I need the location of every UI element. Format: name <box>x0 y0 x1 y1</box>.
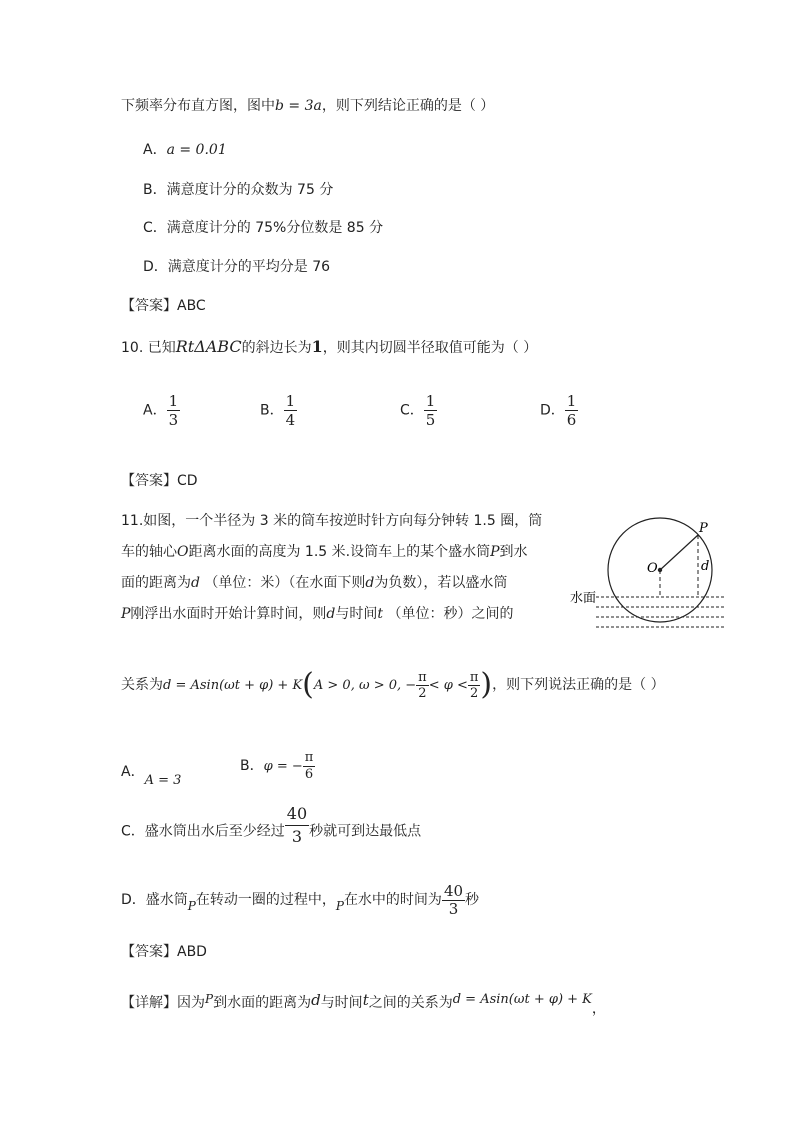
water-wheel-figure <box>570 515 730 640</box>
q11-option-d: D．盛水筒P在转动一圈的过程中，P在水中的时间为 $\frac{40}{3}$ 秒 <box>121 881 480 918</box>
q10-option-a: A． $\frac{1}{3}$ <box>143 392 179 429</box>
label-d: d <box>701 559 710 574</box>
q10-option-d: D． $\frac{1}{6}$ <box>540 392 577 429</box>
fraction: $\frac{\pi}{2}$ <box>418 669 427 701</box>
fraction: $\frac{\pi}{6}$ <box>304 749 314 782</box>
q9-option-a: A．a = 0.01 <box>143 142 227 158</box>
q10-option-c: C． $\frac{1}{5}$ <box>400 392 436 429</box>
q9-option-d: D．满意度计分的平均分是 76 <box>143 259 331 275</box>
q11-detail: 【详解】因为P到水面的距离为d与时间t之间的关系为d = Asin(ωt + φ) + K， <box>121 991 606 1017</box>
q9-answer: 【答案】ABC <box>121 298 206 314</box>
q9-option-c: C．满意度计分的 75%分位数是 85 分 <box>143 220 384 236</box>
q10-stem-math: RtΔABC <box>175 337 242 356</box>
q11-line-5: 关系为d = Asin(ωt + φ) + K(A > 0, ω > 0, − $\frac{\pi}{2}$ < φ < $\frac{\pi}{2}$ )，则下列说法正确的是（ ） <box>121 667 665 702</box>
center-dot <box>658 568 662 572</box>
radius-line <box>660 535 698 570</box>
q11-line-1: 11.如图，一个半径为 3 米的筒车按逆时针方向每分钟转 1.5 圈，筒 <box>121 513 543 529</box>
q9-stem-math: b = 3a <box>275 98 322 114</box>
label-P: P <box>699 521 708 536</box>
q11-option-b: B．φ = − $\frac{\pi}{6}$ <box>240 749 314 782</box>
fraction: $\frac{1}{5}$ <box>425 392 436 429</box>
fraction: $\frac{40}{3}$ <box>443 881 464 918</box>
q11-option-a: A．A = 3 <box>121 764 182 788</box>
label-water: 水面 <box>570 591 597 606</box>
q10-stem: 10. 已知RtΔABC的斜边长为1，则其内切圆半径取值可能为（ ） <box>121 337 538 356</box>
fraction: $\frac{\pi}{2}$ <box>469 669 479 701</box>
fraction: $\frac{1}{4}$ <box>285 392 296 429</box>
q10-answer: 【答案】CD <box>121 473 198 489</box>
q11-option-c: C．盛水筒出水后至少经过 $\frac{40}{3}$ 秒就可到达最低点 <box>121 804 422 846</box>
q11-answer: 【答案】ABD <box>121 944 207 960</box>
q9-stem: 下频率分布直方图，图中b = 3a，则下列结论正确的是（ ） <box>121 98 495 114</box>
q10-option-b: B． $\frac{1}{4}$ <box>260 392 296 429</box>
label-O: O <box>647 561 658 576</box>
q11-line-4: P刚浮出水面时开始计算时间，则d与时间t （单位：秒）之间的 <box>121 606 514 622</box>
q9-option-b: B．满意度计分的众数为 75 分 <box>143 182 334 198</box>
q11-line-2: 车的轴心O距离水面的高度为 1.5 米.设筒车上的某个盛水筒P到水 <box>121 544 528 560</box>
fraction: $\frac{1}{6}$ <box>566 392 577 429</box>
fraction: $\frac{40}{3}$ <box>286 804 308 846</box>
fraction: $\frac{1}{3}$ <box>168 392 179 429</box>
q11-line-3: 面的距离为d （单位：米）（在水面下则d为负数），若以盛水筒 <box>121 575 508 591</box>
